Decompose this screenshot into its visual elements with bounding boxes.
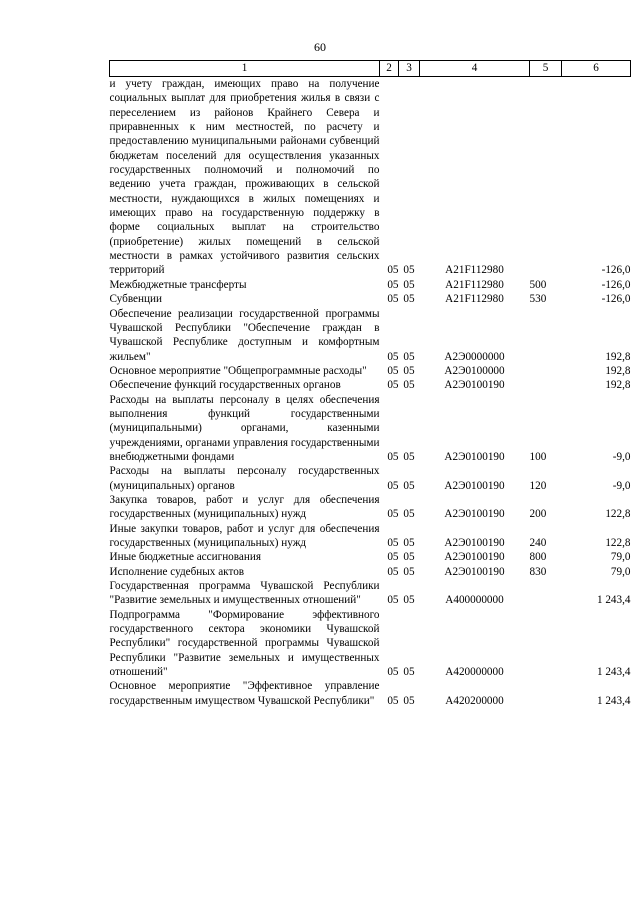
row-amount: -126,0	[601, 278, 631, 291]
row-name: Межбюджетные трансферты	[109, 278, 247, 291]
row-subsection: 05	[403, 364, 415, 377]
row-name: Обеспечение функций государственных органов	[109, 379, 341, 392]
header-col-3: 3	[399, 61, 420, 77]
row-target-code: A2Э0100190	[444, 551, 505, 564]
row-subsection: 05	[403, 350, 415, 363]
row-expense-type	[530, 364, 562, 378]
header-col-2: 2	[380, 61, 399, 77]
row-expense-type: 100	[529, 450, 547, 463]
table-row	[110, 393, 631, 465]
row-target-code: A2Э0100190	[444, 379, 505, 392]
row-name: Обеспечение реализации государственной программы Чувашской Республики "Обеспечение граждан в Чувашской Республике доступным и комфортным жильем"	[109, 307, 380, 363]
row-target-code: A2Э0100000	[444, 364, 505, 377]
budget-table	[109, 60, 631, 708]
table-header-row	[110, 61, 631, 77]
row-amount: 79,0	[610, 551, 631, 564]
row-name: Расходы на выплаты персоналу в целях обеспечения выполнения функций государственными (муниципальными) органами, казенными учреждениями, органами управления государственными внебюджетными фондами	[109, 393, 380, 463]
row-target-code: A2Э0100190	[444, 537, 505, 549]
row-target-code: A2Э0100190	[444, 479, 505, 492]
row-name: Государственная программа Чувашской Республики "Развитие земельных и имущественных отношений"	[109, 580, 380, 607]
row-expense-type	[530, 307, 562, 364]
row-section: 05	[387, 450, 399, 463]
row-section: 05	[387, 694, 399, 707]
table-row	[110, 464, 631, 493]
row-name: Иные закупки товаров, работ и услуг для обеспечения государственных (муниципальных) нужд	[109, 522, 380, 549]
row-amount: -9,0	[612, 450, 631, 463]
row-target-code: A2Э0100190	[444, 450, 505, 463]
row-expense-type: 120	[529, 479, 547, 492]
row-amount: 192,8	[605, 364, 631, 377]
table-row	[110, 307, 631, 364]
row-expense-type	[530, 378, 562, 392]
row-section: 05	[387, 293, 399, 306]
page-number: 60	[314, 40, 326, 54]
row-amount: 1 243,4	[596, 666, 631, 679]
row-amount: 79,0	[610, 565, 631, 578]
row-expense-type	[530, 77, 562, 278]
header-col-1: 1	[110, 61, 380, 77]
table-row	[110, 77, 631, 278]
row-amount: 122,8	[605, 508, 631, 521]
row-amount: 1 243,4	[596, 694, 631, 707]
header-col-4: 4	[420, 61, 530, 77]
row-name: Основное мероприятие "Эффективное управление государственным имуществом Чувашской Республики"	[109, 680, 380, 707]
table-row	[110, 608, 631, 680]
row-subsection: 05	[403, 379, 415, 392]
row-section: 05	[387, 479, 399, 492]
row-target-code: A2Э0100190	[444, 565, 505, 578]
table-row	[110, 565, 631, 579]
row-expense-type: 530	[529, 293, 547, 306]
row-subsection: 05	[403, 278, 415, 291]
row-amount: 192,8	[605, 350, 631, 363]
row-name: Подпрограмма "Формирование эффективного государственного сектора экономики Чувашской Республики" государственной программы Чувашской Республики "Развитие земельных и имущественных отношений"	[109, 608, 380, 679]
row-subsection: 05	[403, 479, 415, 492]
row-amount: -126,0	[601, 264, 631, 277]
row-amount: 1 243,4	[596, 594, 631, 607]
row-subsection: 05	[403, 565, 415, 578]
row-section: 05	[387, 264, 399, 277]
row-expense-type: 200	[529, 508, 547, 521]
table-row	[110, 522, 631, 551]
row-expense-type: 500	[529, 278, 547, 291]
header-col-5: 5	[530, 61, 562, 77]
row-target-code: A420000000	[445, 666, 504, 679]
row-section: 05	[387, 508, 399, 521]
table-row	[110, 493, 631, 522]
row-expense-type: 830	[529, 565, 547, 578]
row-expense-type	[530, 579, 562, 608]
row-name: и учету граждан, имеющих право на получение социальных выплат для приобретения жилья в связи с переселением из районов Крайнего Севера и приравненных к ним местностей, по расчету и предоставлению муниципальными районами субвенций бюджетам поселений для осуществления указанных государственных полномочий и полномочий по ведению учета граждан, проживающих в сельской местности, нуждающихся в жилых помещениях и имеющих право на государственную поддержку в форме социальных выплат на строительство (приобретение) жилых помещений в сельской местности в рамках устойчивого развития сельских территорий	[109, 78, 380, 277]
row-target-code: A21F112980	[445, 278, 504, 291]
table-row	[110, 378, 631, 392]
row-section: 05	[387, 350, 399, 363]
row-section: 05	[387, 666, 399, 679]
row-subsection: 05	[403, 508, 415, 521]
table-row	[110, 679, 631, 708]
row-section: 05	[387, 537, 399, 549]
row-amount: -126,0	[601, 293, 631, 306]
row-expense-type	[530, 679, 562, 708]
row-target-code: A400000000	[445, 594, 504, 607]
row-expense-type: 240	[529, 537, 547, 549]
row-subsection: 05	[403, 666, 415, 679]
row-target-code: A2Э0000000	[444, 350, 505, 363]
header-col-6: 6	[562, 61, 631, 77]
row-section: 05	[387, 379, 399, 392]
row-expense-type: 800	[529, 551, 547, 564]
row-subsection: 05	[403, 450, 415, 463]
row-section: 05	[387, 594, 399, 607]
row-name: Иные бюджетные ассигнования	[109, 551, 261, 564]
row-subsection: 05	[403, 594, 415, 607]
row-section: 05	[387, 565, 399, 578]
row-target-code: A21F112980	[445, 264, 504, 277]
row-amount: 192,8	[605, 379, 631, 392]
table-row	[110, 292, 631, 306]
row-section: 05	[387, 364, 399, 377]
row-amount: -9,0	[612, 479, 631, 492]
row-subsection: 05	[403, 264, 415, 277]
row-subsection: 05	[403, 551, 415, 564]
row-name: Расходы на выплаты персоналу государственных (муниципальных) органов	[109, 465, 380, 492]
row-amount: 122,8	[605, 537, 631, 549]
table-row	[110, 550, 631, 564]
row-name: Закупка товаров, работ и услуг для обеспечения государственных (муниципальных) нужд	[109, 493, 380, 521]
row-name: Исполнение судебных актов	[109, 565, 245, 578]
row-expense-type	[530, 608, 562, 680]
row-name: Субвенции	[109, 293, 162, 306]
row-subsection: 05	[403, 694, 415, 707]
row-subsection: 05	[403, 293, 415, 306]
row-section: 05	[387, 551, 399, 564]
row-target-code: A2Э0100190	[444, 508, 505, 521]
table-row	[110, 364, 631, 378]
row-subsection: 05	[403, 537, 415, 549]
row-target-code: A420200000	[445, 694, 504, 707]
table-row	[110, 579, 631, 608]
row-section: 05	[387, 278, 399, 291]
row-name: Основное мероприятие "Общепрограммные расходы"	[109, 364, 367, 377]
row-target-code: A21F112980	[445, 293, 504, 306]
table-row	[110, 278, 631, 292]
